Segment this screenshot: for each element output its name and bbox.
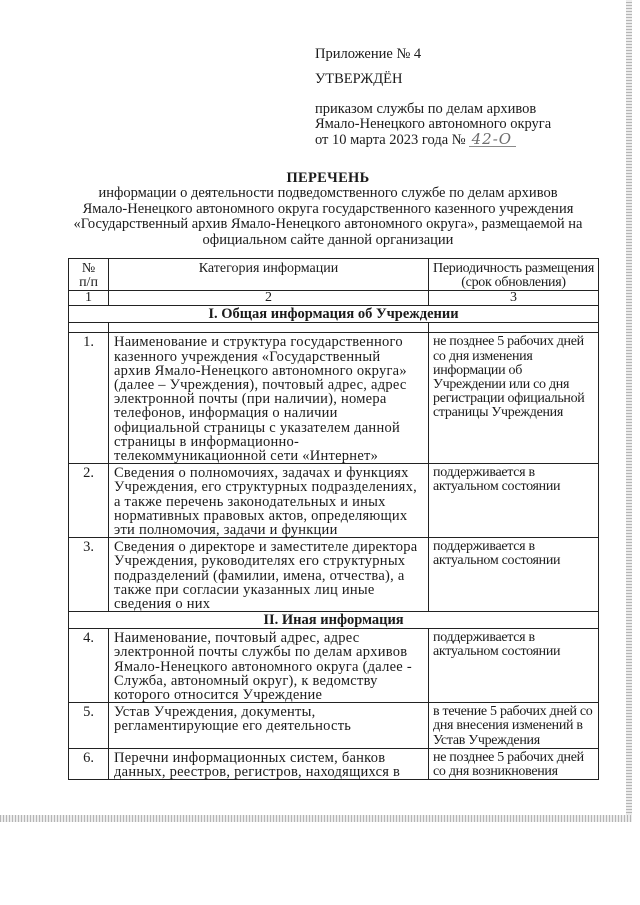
header-num-text: п/п bbox=[79, 275, 98, 291]
table-row bbox=[69, 464, 599, 538]
period-cell bbox=[429, 464, 599, 538]
section-row bbox=[69, 612, 599, 629]
period-line: Учреждении или со дня bbox=[433, 377, 570, 393]
period-line: не позднее 5 рабочих дней bbox=[433, 749, 584, 765]
period-line: поддерживается в bbox=[433, 630, 535, 646]
handwritten-order-number: 42-О bbox=[469, 132, 516, 147]
category-line: Перечни информационных систем, банков bbox=[114, 749, 386, 766]
header-period-cell bbox=[429, 259, 599, 291]
category-line: архив Ямало-Ненецкого автономного округа» bbox=[114, 362, 407, 379]
category-line: а также перечень законодательных и иных bbox=[114, 493, 386, 510]
table-row bbox=[69, 629, 599, 703]
category-cell bbox=[109, 538, 429, 612]
header-category-cell bbox=[109, 259, 429, 291]
row-number-cell bbox=[69, 748, 109, 779]
header-num-cell bbox=[69, 259, 109, 291]
column-number: 1 bbox=[69, 291, 109, 306]
period-line: дня внесения изменений в bbox=[433, 718, 583, 734]
period-line: актуальном состоянии bbox=[433, 553, 561, 569]
row-number-cell bbox=[69, 333, 109, 464]
category-line: подразделений (фамилии, имена, отчества), а bbox=[114, 567, 405, 584]
scan-border-bottom bbox=[0, 815, 632, 822]
category-line: Служба, автономный округ), к ведомству bbox=[114, 672, 378, 689]
period-line: не позднее 5 рабочих дней bbox=[433, 334, 584, 350]
order-line: Ямало-Ненецкого автономного округа bbox=[315, 116, 552, 132]
order-date-line bbox=[315, 132, 516, 148]
category-line: Ямало-Ненецкого автономного округа (далее - bbox=[114, 658, 412, 675]
category-cell bbox=[109, 333, 429, 464]
column-number: 3 bbox=[429, 291, 599, 306]
spacer-row bbox=[69, 323, 599, 333]
row-number: 5. bbox=[83, 704, 94, 721]
section-title: I. Общая информация об Учреждении bbox=[69, 306, 599, 323]
title-heading: ПЕРЕЧЕНЬ bbox=[286, 170, 370, 186]
period-cell bbox=[429, 538, 599, 612]
header-period-text: (срок обновления) bbox=[461, 275, 566, 291]
approved-label: УТВЕРЖДЁН bbox=[315, 71, 403, 87]
row-number-cell bbox=[69, 464, 109, 538]
period-cell bbox=[429, 629, 599, 703]
period-line: актуальном состоянии bbox=[433, 644, 561, 660]
order-line: приказом службы по делам архивов bbox=[315, 101, 537, 117]
category-line: казенного учреждения «Государственный bbox=[114, 348, 381, 365]
period-line: страницы Учреждения bbox=[433, 405, 564, 421]
period-line: со дня изменения bbox=[433, 348, 533, 364]
category-line: также при согласии указанных лиц иные bbox=[114, 581, 375, 598]
category-cell bbox=[109, 464, 429, 538]
category-cell bbox=[109, 748, 429, 779]
row-number: 2. bbox=[83, 465, 94, 482]
period-line: со дня возникновения bbox=[433, 764, 558, 780]
category-line: Сведения о полномочиях, задачах и функциях bbox=[114, 465, 409, 482]
period-line: информации об bbox=[433, 362, 523, 378]
information-table bbox=[68, 258, 599, 780]
title-line: информации о деятельности подведомственного службе по делам архивов bbox=[98, 185, 558, 201]
title-line: официальном сайте данной организации bbox=[202, 232, 454, 249]
row-number-cell bbox=[69, 538, 109, 612]
spacer-cell bbox=[69, 323, 109, 333]
period-cell bbox=[429, 333, 599, 464]
category-line: Сведения о директоре и заместителе директора bbox=[114, 539, 418, 556]
category-cell bbox=[109, 703, 429, 749]
header-category-text: Категория информации bbox=[198, 261, 339, 276]
title-line: Ямало-Ненецкого автономного округа государственного казенного учреждения bbox=[82, 200, 574, 217]
category-line: телекоммуникационной сети «Интернет» bbox=[114, 448, 379, 465]
category-line: (далее – Учреждения), почтовый адрес, адрес bbox=[114, 377, 407, 394]
period-line: поддерживается в bbox=[433, 539, 535, 555]
appendix-label: Приложение № 4 bbox=[315, 46, 422, 62]
period-line: актуальном состоянии bbox=[433, 479, 561, 495]
category-line: Учреждения, руководителях его структурных bbox=[114, 553, 406, 570]
row-number: 4. bbox=[83, 630, 94, 647]
category-line: эти полномочия, задачи и функции bbox=[114, 522, 338, 539]
table-header-row bbox=[69, 259, 599, 291]
row-number: 3. bbox=[83, 539, 94, 556]
section-row bbox=[69, 306, 599, 323]
table-row bbox=[69, 333, 599, 464]
header-period-text: Периодичность размещения bbox=[433, 261, 594, 276]
category-line: Учреждения, его структурных подразделениях, bbox=[114, 479, 417, 496]
row-number: 6. bbox=[83, 749, 94, 766]
period-line: Устав Учреждения bbox=[433, 732, 540, 748]
header-num-text: № bbox=[81, 261, 96, 276]
table-row bbox=[69, 703, 599, 749]
period-cell bbox=[429, 748, 599, 779]
scan-border-right bbox=[626, 0, 632, 822]
document-title bbox=[58, 170, 598, 249]
category-line: которого относится Учреждение bbox=[114, 687, 323, 704]
period-line: поддерживается в bbox=[433, 465, 535, 481]
category-line: Устав Учреждения, документы, bbox=[114, 704, 316, 721]
category-line: Наименование, почтовый адрес, адрес bbox=[114, 630, 360, 647]
category-line: страницы в информационно- bbox=[114, 433, 300, 450]
category-line: данных, реестров, регистров, находящихся в bbox=[114, 764, 401, 781]
period-cell bbox=[429, 703, 599, 749]
period-line: регистрации официальной bbox=[433, 391, 585, 407]
category-line: электронной почты (при наличии), номера bbox=[114, 391, 387, 408]
title-line: «Государственный архив Ямало-Ненецкого автономного округа», размещаемой на bbox=[73, 216, 583, 233]
row-number-cell bbox=[69, 703, 109, 749]
column-numbers-row bbox=[69, 291, 599, 306]
column-number: 2 bbox=[109, 291, 429, 306]
table-row bbox=[69, 748, 599, 779]
category-line: электронной почты службы по делам архивов bbox=[114, 644, 408, 661]
category-line: регламентирующие его деятельность bbox=[114, 718, 352, 735]
category-line: официальной страницы с указателем данной bbox=[114, 419, 400, 436]
order-date: от 10 марта 2023 года № bbox=[315, 132, 466, 148]
section-title: II. Иная информация bbox=[69, 612, 599, 629]
category-cell bbox=[109, 629, 429, 703]
period-line: в течение 5 рабочих дней со bbox=[433, 704, 593, 720]
category-line: телефонов, информация о наличии bbox=[114, 405, 338, 422]
category-line: сведения о них bbox=[114, 596, 211, 613]
row-number: 1. bbox=[83, 334, 94, 351]
category-line: Наименование и структура государственного bbox=[114, 334, 403, 351]
spacer-cell bbox=[429, 323, 599, 333]
spacer-cell bbox=[109, 323, 429, 333]
row-number-cell bbox=[69, 629, 109, 703]
table-row bbox=[69, 538, 599, 612]
category-line: нормативных правовых актов, определяющих bbox=[114, 507, 408, 524]
